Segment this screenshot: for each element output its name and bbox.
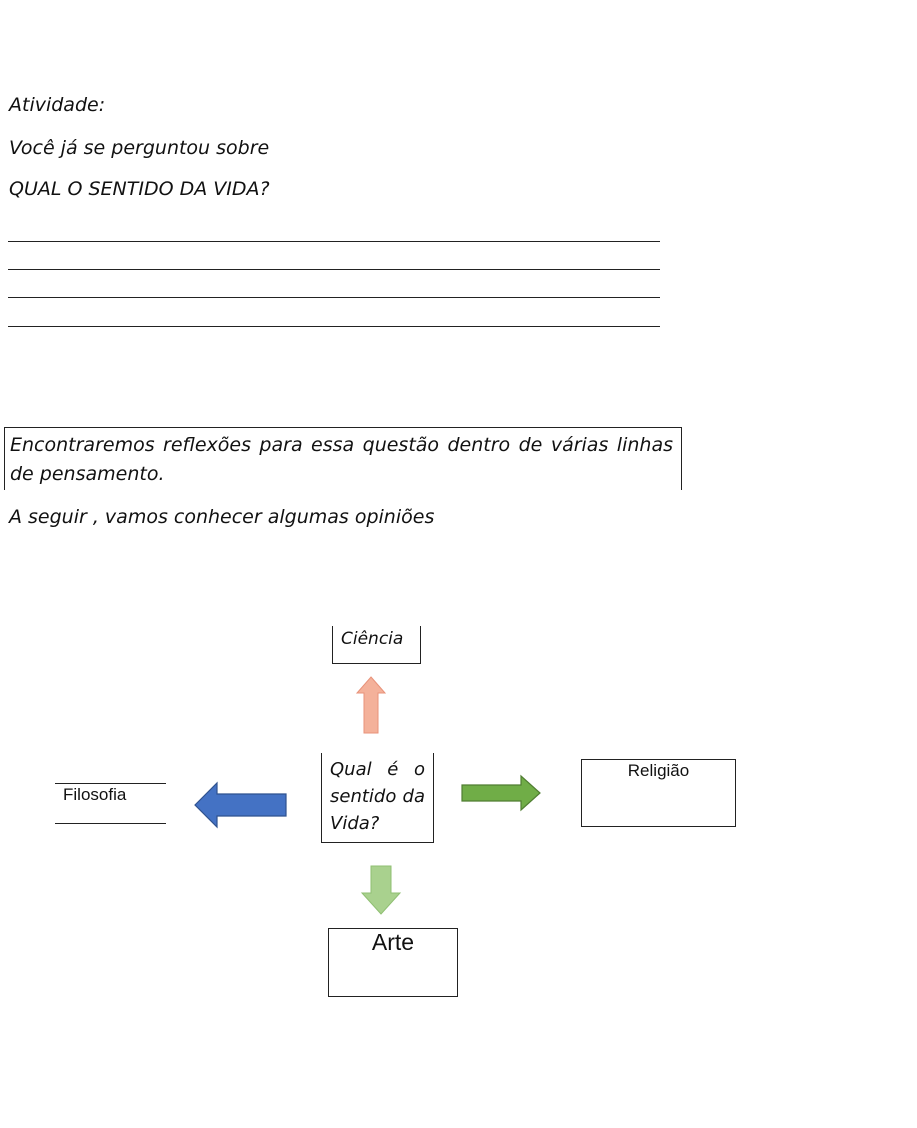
top-node-box (332, 626, 421, 664)
arrow-down-shape (362, 866, 400, 914)
next-text: A seguir , vamos conhecer algumas opiniões (9, 506, 435, 528)
left-node-label: Filosofia (63, 785, 127, 804)
reflection-box (4, 427, 682, 490)
arrow-up-icon (356, 676, 386, 734)
arrow-right-icon (461, 775, 541, 811)
center-node-label: Qual é o sentido da Vida? (330, 759, 425, 834)
right-node-label: Religião (627, 761, 690, 780)
arrow-right-shape (462, 776, 540, 810)
bottom-node-label: Arte (371, 929, 415, 955)
arrow-down-icon (361, 865, 401, 915)
answer-line[interactable] (8, 326, 660, 327)
answer-line[interactable] (8, 297, 660, 298)
activity-heading: Atividade: (9, 94, 106, 116)
center-node-box (321, 753, 434, 843)
reflection-text: Encontraremos reflexões para essa questão dentro de várias linhas de pensamento. (10, 434, 673, 485)
right-node-box (581, 759, 736, 827)
left-node (55, 783, 166, 824)
question-title: QUAL O SENTIDO DA VIDA? (9, 178, 270, 200)
bottom-node-box (328, 928, 458, 997)
arrow-left-shape (195, 783, 286, 827)
top-node-label: Ciência (341, 629, 404, 649)
answer-line[interactable] (8, 269, 660, 270)
arrow-up-shape (357, 677, 385, 733)
question-intro: Você já se perguntou sobre (9, 137, 270, 159)
answer-line[interactable] (8, 241, 660, 242)
arrow-left-icon (194, 782, 288, 828)
